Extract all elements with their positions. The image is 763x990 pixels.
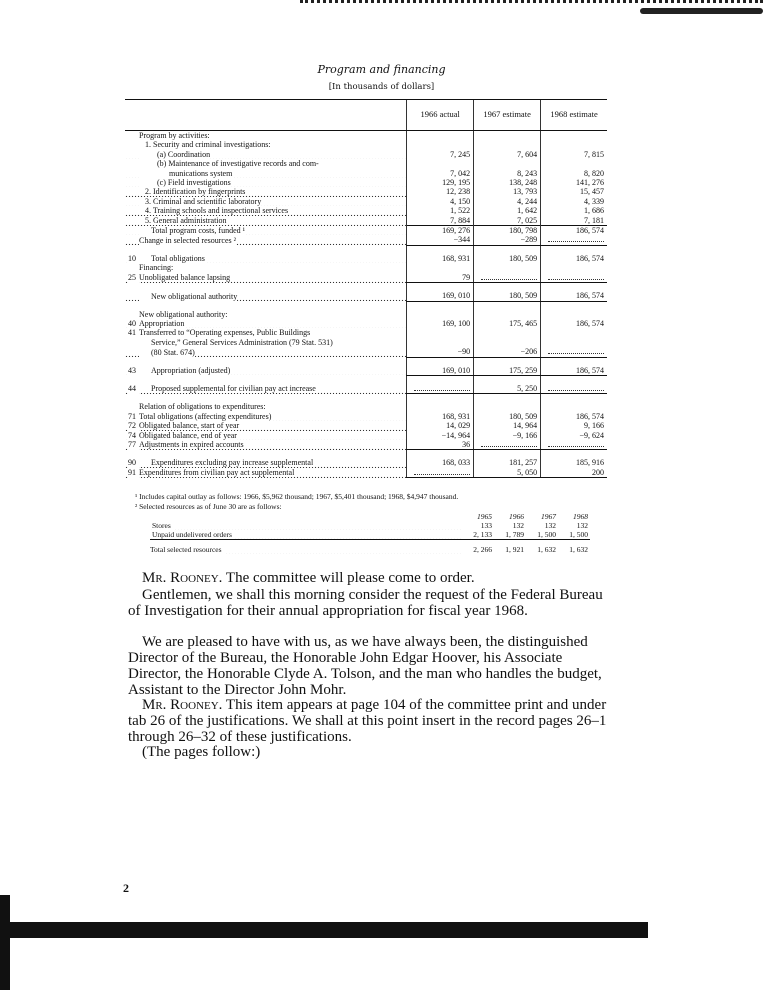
row-label-cell	[125, 402, 407, 411]
table-row	[125, 291, 607, 301]
line-number: 40	[128, 319, 139, 328]
table-row	[125, 366, 607, 376]
empty-value-leader	[548, 239, 604, 242]
row-label: Adjustments in expired accounts	[139, 440, 244, 450]
value-cell: 141, 276	[541, 178, 607, 187]
value-cell: 7, 245	[407, 150, 474, 159]
transcript-paragraph-1	[128, 570, 608, 586]
table-row	[125, 197, 607, 206]
value-cell: 168, 931	[407, 412, 474, 421]
row-label: Obligated balance, start of year	[139, 421, 240, 431]
footnote-2: ² Selected resources as of June 30 are as follows:	[135, 502, 282, 511]
value-cell	[407, 402, 474, 411]
table-row	[125, 226, 607, 236]
value-cell	[407, 310, 474, 319]
table-row	[125, 235, 607, 245]
value-cell	[474, 140, 541, 149]
value-cell	[474, 440, 541, 450]
value-cell: 168, 931	[407, 254, 474, 263]
row-label: Total obligations	[139, 254, 205, 263]
value-cell	[541, 310, 607, 319]
value-cell: 5, 250	[474, 384, 541, 394]
value-cell	[474, 273, 541, 283]
table-row	[125, 412, 607, 421]
table-row	[125, 216, 607, 226]
value-cell: −9, 624	[541, 431, 607, 440]
resources-year-row	[150, 512, 590, 521]
value-cell: 169, 276	[407, 226, 474, 236]
value-cell: 175, 259	[474, 366, 541, 376]
row-label: Proposed supplemental for civilian pay act increase	[139, 384, 316, 393]
value-cell: 5, 050	[474, 468, 541, 478]
empty-value-leader	[414, 388, 470, 391]
value-cell	[541, 347, 607, 357]
row-label-cell	[125, 291, 407, 301]
table-row	[125, 458, 607, 467]
resources-value: 1, 500	[537, 530, 556, 539]
row-label-cell	[125, 328, 407, 337]
table-row	[125, 169, 607, 178]
row-label: 1. Security and criminal investigations:	[145, 140, 271, 150]
row-label: New obligational authority:	[139, 309, 228, 319]
value-cell: 13, 793	[474, 187, 541, 196]
row-label-cell	[125, 226, 407, 236]
value-cell: 4, 244	[474, 197, 541, 206]
value-cell	[541, 402, 607, 411]
value-cell: −206	[474, 347, 541, 357]
value-cell: 14, 964	[474, 421, 541, 430]
row-label: (c) Field investigations	[139, 178, 231, 187]
value-cell: 186, 574	[541, 366, 607, 376]
value-cell: 7, 181	[541, 216, 607, 226]
program-financing-table	[125, 99, 607, 478]
line-number: 71	[128, 412, 139, 421]
value-cell	[407, 140, 474, 149]
row-label: Total program costs, funded ¹	[139, 226, 245, 235]
value-cell: 7, 604	[474, 150, 541, 159]
empty-value-leader	[548, 388, 604, 391]
value-cell: 169, 010	[407, 291, 474, 301]
line-number: 43	[128, 366, 139, 375]
line-number: 25	[128, 273, 139, 282]
value-cell: 168, 033	[407, 458, 474, 467]
value-cell	[474, 131, 541, 141]
resources-year: 1965	[477, 512, 492, 521]
resources-label: Stores	[152, 521, 171, 530]
empty-value-leader	[548, 351, 604, 354]
value-cell: 79	[407, 273, 474, 283]
row-label-cell	[125, 131, 407, 141]
value-cell: 7, 025	[474, 216, 541, 226]
value-cell: 12, 238	[407, 187, 474, 196]
row-label: Change in selected resources ²	[139, 235, 237, 245]
resources-label: Unpaid undelivered orders	[152, 530, 232, 539]
transcript-paragraph-3	[128, 634, 608, 698]
page-number: 2	[123, 881, 129, 895]
line-number: 10	[128, 254, 139, 263]
table-row	[125, 273, 607, 283]
value-cell: 175, 465	[474, 319, 541, 328]
empty-value-leader	[481, 277, 537, 280]
resources-value: 132	[544, 521, 556, 530]
value-cell: 15, 457	[541, 187, 607, 196]
value-cell: 4, 150	[407, 197, 474, 206]
transcript-paragraph-4	[128, 697, 608, 745]
value-cell: 8, 820	[541, 169, 607, 178]
header-label-cell	[125, 100, 407, 131]
table-row	[125, 140, 607, 149]
row-label: 2. Identification by fingerprints	[139, 187, 245, 196]
table-row	[125, 254, 607, 263]
value-cell: 186, 574	[541, 254, 607, 263]
value-cell: −90	[407, 347, 474, 357]
row-label: Transferred to “Operating expenses, Public Buildings	[139, 328, 311, 338]
value-cell: −344	[407, 235, 474, 245]
value-cell	[474, 328, 541, 337]
value-cell	[541, 440, 607, 450]
empty-value-leader	[481, 444, 537, 447]
table-row	[125, 178, 607, 187]
resources-total-value: 2, 266	[473, 544, 492, 554]
row-label-cell	[125, 216, 407, 226]
column-header-1966: 1966 actual	[407, 100, 474, 131]
line-number: 44	[128, 384, 139, 393]
value-cell	[407, 263, 474, 272]
value-cell	[541, 140, 607, 149]
value-cell	[541, 263, 607, 272]
row-label: Financing:	[139, 263, 174, 273]
value-cell	[541, 338, 607, 347]
table-row	[125, 310, 607, 319]
value-cell: 9, 166	[541, 421, 607, 430]
resources-value: 1, 789	[505, 530, 524, 539]
row-label-cell	[125, 440, 407, 450]
table-header-row	[125, 100, 607, 131]
row-label-cell	[125, 310, 407, 319]
row-label-cell	[125, 187, 407, 196]
value-cell	[474, 310, 541, 319]
empty-value-leader	[548, 277, 604, 280]
value-cell: 7, 042	[407, 169, 474, 178]
row-label: Obligated balance, end of year	[139, 430, 237, 440]
transcript-paragraph-5	[128, 744, 608, 760]
column-header-1968: 1968 estimate	[541, 100, 607, 131]
row-label: munications system	[139, 169, 232, 178]
resources-year: 1966	[509, 512, 524, 521]
value-cell: 7, 815	[541, 150, 607, 159]
value-cell: −289	[474, 235, 541, 245]
value-cell: 169, 010	[407, 366, 474, 376]
row-label: Appropriation (adjusted)	[139, 366, 230, 375]
row-label-cell	[125, 150, 407, 159]
row-label-cell	[125, 263, 407, 272]
speaker-name: Mr. Rooney.	[142, 697, 223, 713]
resources-value: 132	[576, 521, 588, 530]
value-cell	[407, 131, 474, 141]
value-cell	[474, 402, 541, 411]
line-number: 77	[128, 440, 139, 449]
value-cell: 1, 686	[541, 206, 607, 215]
table-row	[125, 159, 607, 168]
transcript-paragraph-2	[128, 587, 608, 619]
row-label: Expenditures from civilian pay act supplemental	[139, 468, 295, 478]
value-cell: 180, 509	[474, 412, 541, 421]
resources-value: 133	[480, 521, 492, 530]
scan-edge-bottom	[0, 908, 648, 942]
value-cell: 138, 248	[474, 178, 541, 187]
row-label: Appropriation	[139, 318, 185, 328]
table-row	[125, 338, 607, 347]
row-label-cell	[125, 458, 407, 467]
table-row	[125, 347, 607, 357]
line-number: 91	[128, 468, 139, 477]
value-cell: 181, 257	[474, 458, 541, 467]
row-label-cell	[125, 159, 407, 168]
value-cell: 180, 509	[474, 254, 541, 263]
value-cell: 186, 574	[541, 319, 607, 328]
table-row	[125, 150, 607, 159]
value-cell	[407, 338, 474, 347]
table-row	[125, 206, 607, 215]
paragraph-text: (The pages follow:)	[142, 744, 261, 760]
row-label-cell	[125, 347, 407, 357]
value-cell: 7, 884	[407, 216, 474, 226]
value-cell	[541, 273, 607, 283]
paragraph-text: The committee will please come to order.	[222, 570, 475, 586]
row-label-cell	[125, 384, 407, 394]
value-cell: 180, 509	[474, 291, 541, 301]
scan-edge-left	[0, 895, 10, 990]
line-number: 72	[128, 421, 139, 430]
resources-value: 2, 133	[473, 530, 492, 539]
table-row	[125, 468, 607, 478]
value-cell	[474, 263, 541, 272]
row-label: 3. Criminal and scientific laboratory	[139, 197, 261, 206]
resources-year: 1967	[541, 512, 556, 521]
value-cell: −14, 964	[407, 431, 474, 440]
row-label-cell	[125, 140, 407, 149]
row-label: (b) Maintenance of investigative records and com-	[157, 159, 319, 169]
row-label-cell	[125, 366, 407, 376]
value-cell: 186, 574	[541, 226, 607, 236]
value-cell	[474, 159, 541, 168]
row-label-cell	[125, 273, 407, 283]
value-cell	[407, 159, 474, 168]
table-row	[125, 440, 607, 450]
row-label: New obligational authority	[139, 292, 237, 301]
footnote-1: ¹ Includes capital outlay as follows: 1966, $5,962 thousand; 1967, $5,401 thousand; 1968, $4,947 thousand.	[135, 492, 459, 501]
paragraph-text: This item appears at page 104 of the committee print and under tab 26 of the justifications. We shall at this point insert in the record pages 26–1 through 26–32 of these justifications.	[128, 697, 607, 745]
line-number: 90	[128, 458, 139, 467]
table-row	[125, 187, 607, 196]
resources-total-value: 1, 921	[505, 544, 524, 554]
empty-value-leader	[548, 444, 604, 447]
row-label: Total obligations (affecting expenditures)	[139, 411, 272, 421]
paragraph-text: Gentlemen, we shall this morning consider the request of the Federal Bureau of Investigation for their annual appropriation for fiscal year 1968.	[128, 587, 603, 619]
resources-row-stores	[150, 521, 590, 530]
table-row	[125, 421, 607, 430]
resources-total-value: 1, 632	[569, 544, 588, 554]
value-cell: 129, 195	[407, 178, 474, 187]
value-cell	[541, 235, 607, 245]
row-label-cell	[125, 412, 407, 421]
row-label-cell	[125, 319, 407, 328]
scan-edge-top-bar	[640, 8, 763, 14]
page-subtitle: [In thousands of dollars]	[328, 82, 435, 92]
row-label-cell	[125, 206, 407, 215]
resources-total-value: 1, 632	[537, 544, 556, 554]
value-cell	[474, 338, 541, 347]
row-label-cell	[125, 338, 407, 347]
row-label: Service,” General Services Administration (79 Stat. 531)	[151, 337, 333, 347]
value-cell	[541, 328, 607, 337]
row-label: Expenditures excluding pay increase supplemental	[139, 458, 313, 467]
row-label: Unobligated balance lapsing	[139, 273, 231, 283]
row-label: Relation of obligations to expenditures:	[139, 402, 266, 412]
value-cell: 185, 916	[541, 458, 607, 467]
value-cell: 169, 100	[407, 319, 474, 328]
table-body	[125, 131, 607, 478]
row-label-cell	[125, 431, 407, 440]
resources-row-orders	[150, 530, 590, 540]
value-cell: 186, 574	[541, 291, 607, 301]
row-label-cell	[125, 468, 407, 478]
value-cell	[407, 328, 474, 337]
page-title: Program and financing	[317, 63, 446, 76]
value-cell: 1, 642	[474, 206, 541, 215]
value-cell	[407, 384, 474, 394]
resources-value: 1, 500	[569, 530, 588, 539]
row-label-cell	[125, 197, 407, 206]
row-label-cell	[125, 254, 407, 263]
value-cell: 180, 798	[474, 226, 541, 236]
paragraph-text: We are pleased to have with us, as we have always been, the distinguished Director of the Bureau, the Honorable John Edgar Hoover, his Associate Director, the Honorable Clyde A. Tolson, and the man who handles the budget, Assistant to the Director John Mohr.	[128, 634, 602, 698]
row-label: (a) Coordination	[139, 150, 210, 159]
value-cell	[541, 159, 607, 168]
empty-value-leader	[414, 472, 470, 475]
value-cell: 8, 243	[474, 169, 541, 178]
table-row	[125, 402, 607, 411]
row-label: (80 Stat. 674)	[139, 348, 195, 357]
selected-resources-table	[150, 512, 590, 554]
line-number: 74	[128, 431, 139, 440]
table-row	[125, 384, 607, 394]
value-cell: 186, 574	[541, 412, 607, 421]
value-cell	[541, 384, 607, 394]
row-label: 5. General administration	[139, 216, 227, 225]
value-cell: 14, 029	[407, 421, 474, 430]
resources-row-total	[150, 545, 590, 554]
value-cell: 4, 339	[541, 197, 607, 206]
column-header-1967: 1967 estimate	[474, 100, 541, 131]
resources-total-label: Total selected resources	[150, 544, 222, 554]
value-cell: 1, 522	[407, 206, 474, 215]
value-cell	[541, 131, 607, 141]
row-label: Program by activities:	[139, 131, 210, 140]
value-cell: 200	[541, 468, 607, 478]
table-row	[125, 131, 607, 141]
value-cell: 36	[407, 440, 474, 450]
table-row	[125, 431, 607, 440]
table-row	[125, 319, 607, 328]
table-row	[125, 263, 607, 272]
line-number: 41	[128, 328, 136, 338]
row-label-cell	[125, 421, 407, 430]
row-label-cell	[125, 178, 407, 187]
row-label-cell	[125, 169, 407, 178]
row-label: 4. Training schools and inspectional services	[139, 206, 288, 215]
resources-year: 1968	[573, 512, 588, 521]
speaker-name: Mr. Rooney.	[142, 570, 223, 586]
value-cell	[407, 468, 474, 478]
row-label-cell	[125, 235, 407, 245]
resources-value: 132	[512, 521, 524, 530]
table-row	[125, 328, 607, 337]
value-cell: −9, 166	[474, 431, 541, 440]
